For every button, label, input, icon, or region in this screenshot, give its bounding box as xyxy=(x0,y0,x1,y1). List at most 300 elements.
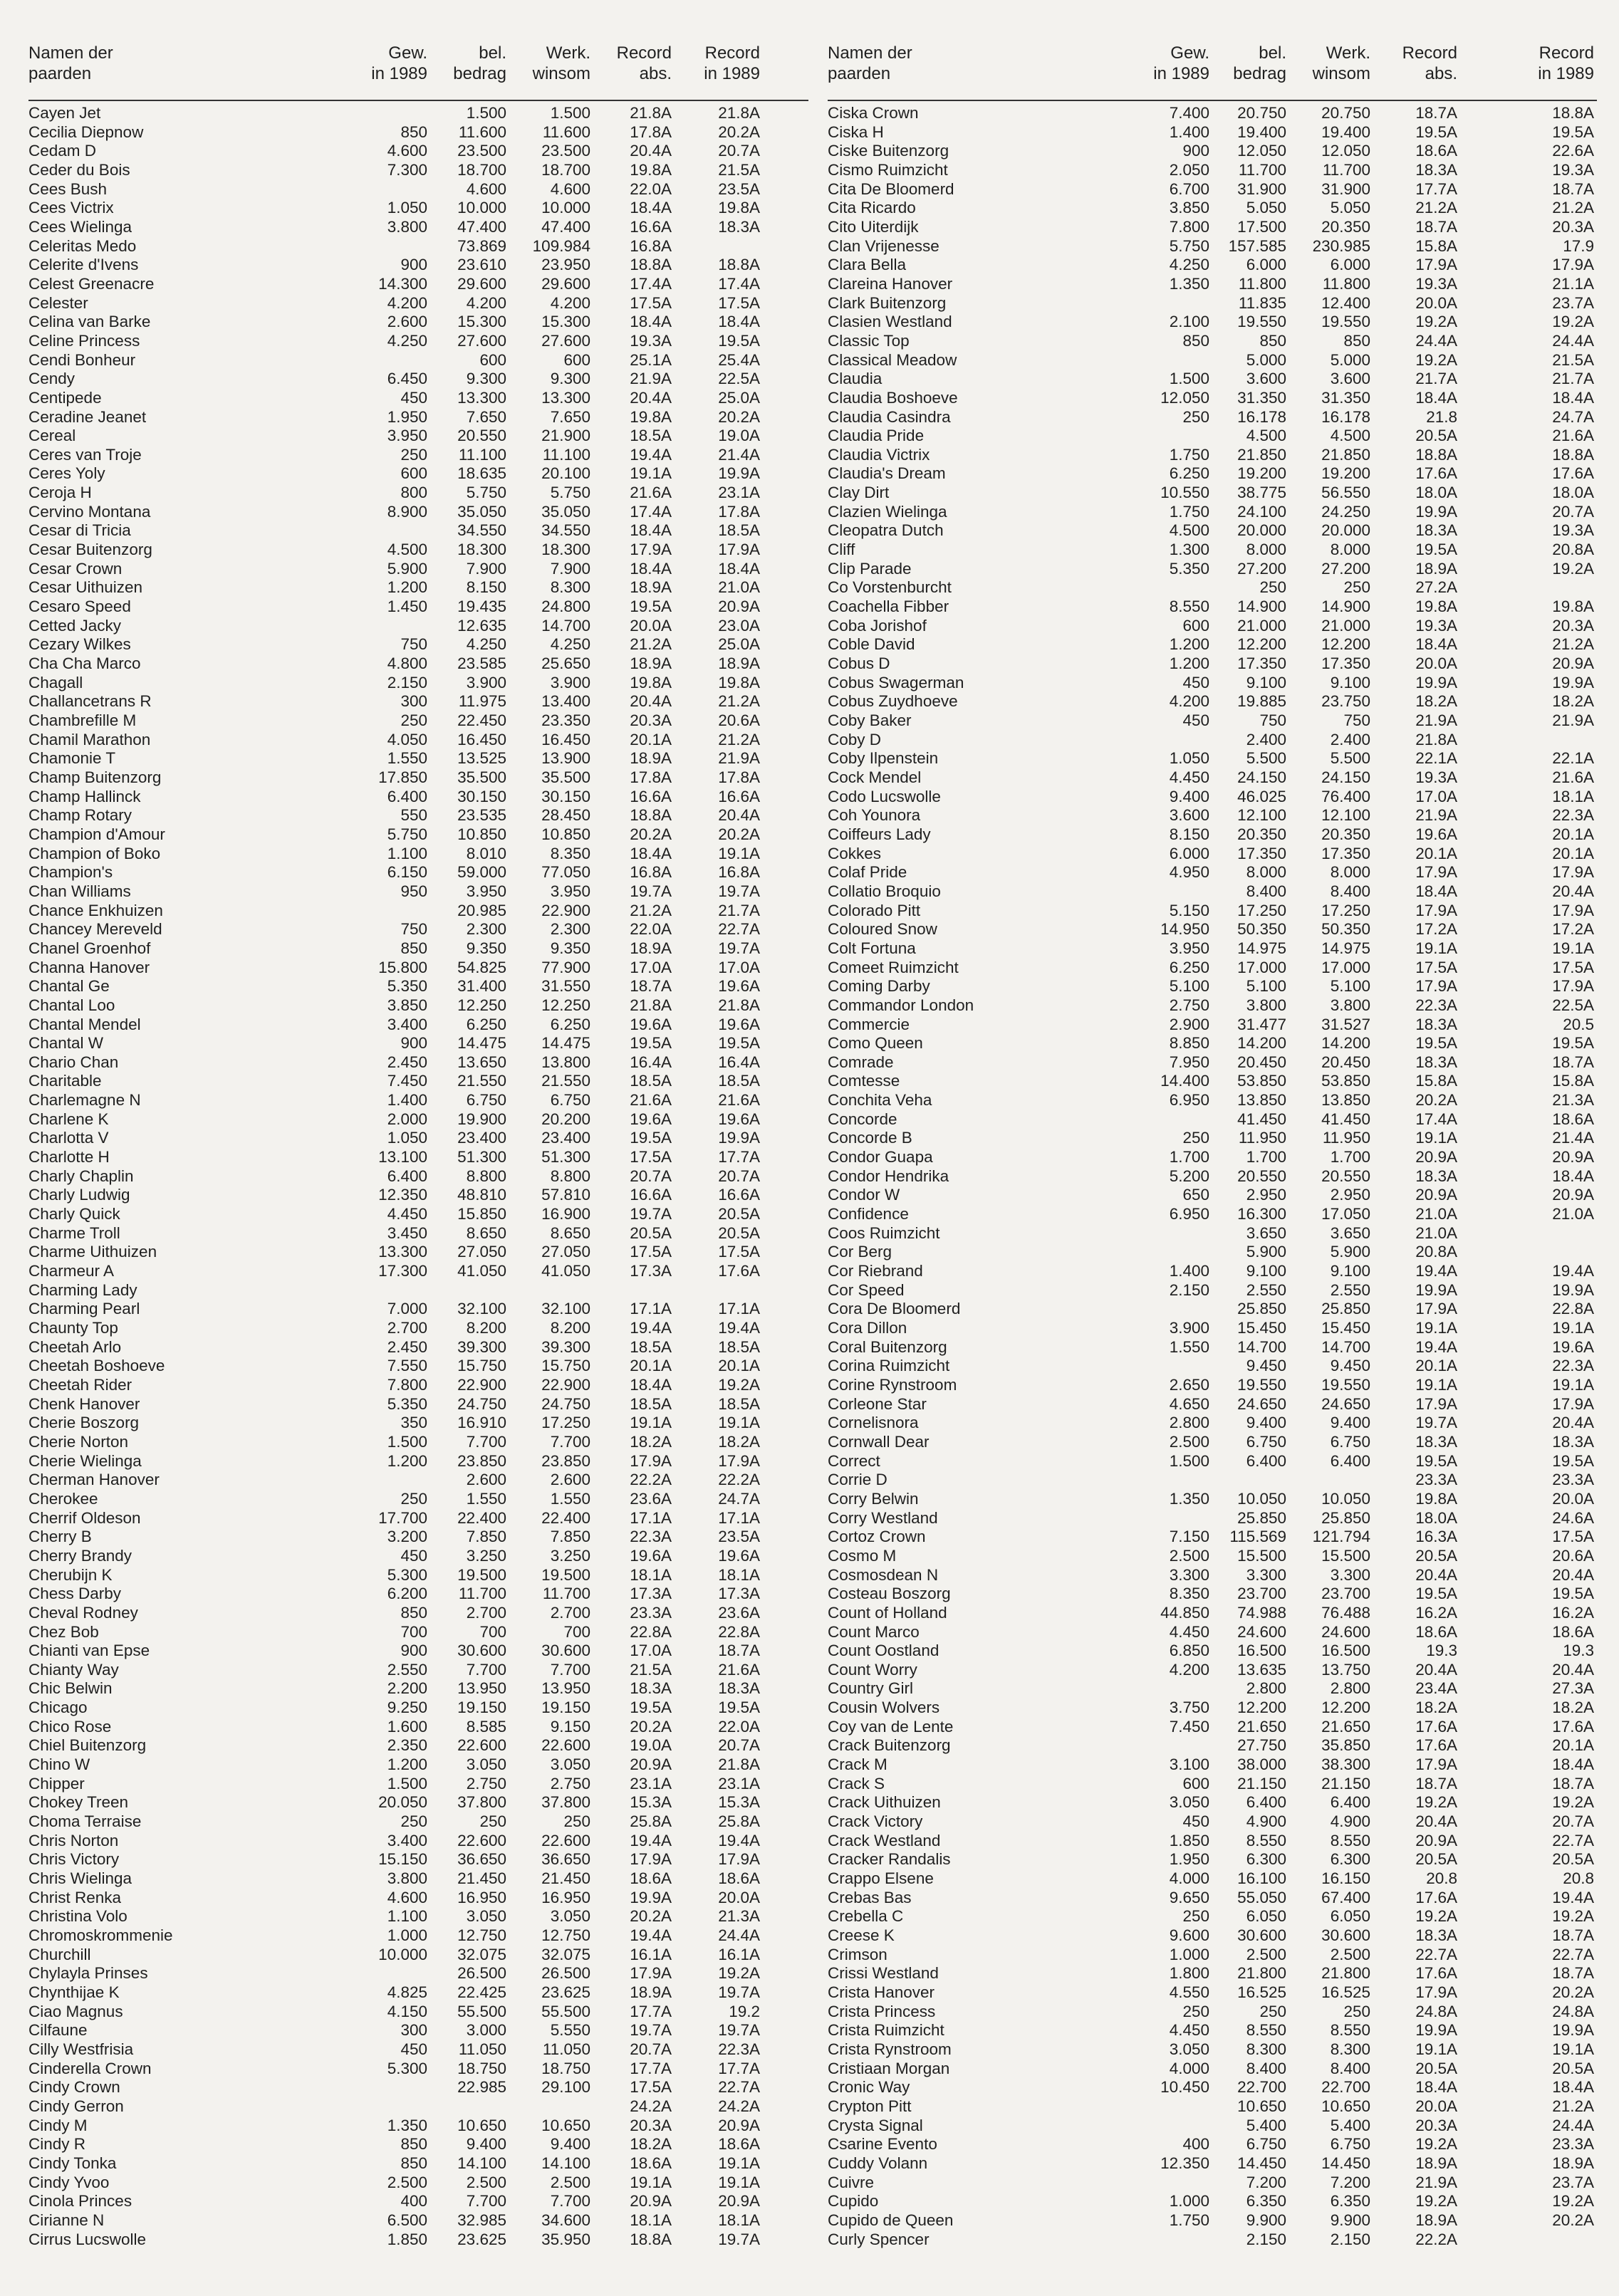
bel-bedrag: 22.400 xyxy=(457,1508,506,1527)
table-row xyxy=(828,389,1597,408)
gew-1989: 12.350 xyxy=(378,1186,427,1204)
horse-name: Crypton Pitt xyxy=(828,2097,912,2115)
horse-name: Cherubijn K xyxy=(28,1565,113,1584)
gew-1989: 4.825 xyxy=(387,1983,427,2001)
werk-winsom: 2.700 xyxy=(550,1603,590,1622)
table-row xyxy=(28,275,808,294)
gew-1989: 4.150 xyxy=(387,2002,427,2020)
table-row xyxy=(828,1281,1597,1300)
left-column xyxy=(28,43,808,2248)
bel-bedrag: 2.750 xyxy=(466,1774,506,1793)
gew-1989: 4.450 xyxy=(1169,1622,1209,1641)
table-row xyxy=(828,1224,1597,1243)
table-row xyxy=(828,199,1597,218)
record-abs: 18.4A xyxy=(1415,635,1457,654)
horse-name: Chianty Way xyxy=(28,1660,119,1679)
record-abs: 19.5A xyxy=(630,1034,672,1053)
bel-bedrag: 23.610 xyxy=(457,256,506,274)
werk-winsom: 21.650 xyxy=(1321,1717,1370,1736)
table-row xyxy=(828,1832,1597,1851)
gew-1989: 2.600 xyxy=(387,313,427,331)
table-row xyxy=(828,123,1597,142)
record-1989: 17.9A xyxy=(1552,901,1594,919)
bel-bedrag: 15.300 xyxy=(457,313,506,331)
horse-name: Cristiaan Morgan xyxy=(828,2059,950,2077)
horse-name: Chris Wielinga xyxy=(28,1869,132,1888)
record-1989: 19.5A xyxy=(718,1034,760,1053)
record-1989: 22.6A xyxy=(1552,142,1594,160)
gew-1989: 3.950 xyxy=(387,427,427,445)
gew-1989: 2.750 xyxy=(1169,996,1209,1014)
bel-bedrag: 6.050 xyxy=(1246,1907,1286,1926)
record-abs: 24.4A xyxy=(1415,331,1457,350)
horse-name: Cindy R xyxy=(28,2135,86,2154)
werk-winsom: 12.200 xyxy=(1321,1698,1370,1717)
gew-1989: 1.050 xyxy=(387,1129,427,1147)
header-record-abs: Record abs. xyxy=(616,43,672,83)
gew-1989: 600 xyxy=(1182,616,1209,635)
bel-bedrag: 3.950 xyxy=(466,882,506,900)
record-1989: 17.1A xyxy=(718,1508,760,1527)
record-1989: 20.4A xyxy=(1552,1414,1594,1432)
record-abs: 20.2A xyxy=(630,1717,672,1736)
werk-winsom: 14.975 xyxy=(1321,939,1370,957)
horse-name: Chaunty Top xyxy=(28,1319,118,1337)
gew-1989: 2.650 xyxy=(1169,1375,1209,1394)
gew-1989: 2.700 xyxy=(387,1319,427,1337)
werk-winsom: 600 xyxy=(563,350,590,369)
gew-1989: 4.950 xyxy=(1169,863,1209,882)
record-abs: 17.0A xyxy=(630,958,672,976)
gew-1989: 6.200 xyxy=(387,1585,427,1603)
gew-1989: 1.800 xyxy=(1169,1964,1209,1983)
bel-bedrag: 55.500 xyxy=(457,2002,506,2020)
record-1989: 19.9A xyxy=(718,464,760,483)
bel-bedrag: 8.550 xyxy=(1246,1831,1286,1849)
bel-bedrag: 4.600 xyxy=(466,179,506,198)
record-1989: 19.7A xyxy=(718,882,760,900)
record-abs: 19.4A xyxy=(1415,1262,1457,1280)
record-1989: 21.6A xyxy=(718,1660,760,1679)
horse-name: Charlotta V xyxy=(28,1129,109,1147)
table-row xyxy=(828,1661,1597,1680)
bel-bedrag: 16.450 xyxy=(457,730,506,748)
record-1989: 18.8A xyxy=(718,256,760,274)
record-abs: 19.4A xyxy=(630,1926,672,1944)
table-row xyxy=(28,920,808,939)
horse-name: Condor Hendrika xyxy=(828,1167,949,1185)
record-abs: 18.6A xyxy=(1415,1622,1457,1641)
record-1989: 17.9A xyxy=(718,1451,760,1470)
record-1989: 17.4A xyxy=(718,274,760,293)
record-1989: 27.3A xyxy=(1552,1679,1594,1698)
table-row xyxy=(28,1186,808,1205)
record-abs: 18.3A xyxy=(1415,1053,1457,1071)
werk-winsom: 11.800 xyxy=(1322,274,1370,293)
record-1989: 20.1A xyxy=(1552,825,1594,843)
werk-winsom: 121.794 xyxy=(1312,1528,1370,1546)
bel-bedrag: 18.750 xyxy=(457,2059,506,2077)
gew-1989: 3.200 xyxy=(387,1528,427,1546)
horse-name: Channa Hanover xyxy=(28,958,150,976)
record-1989: 19.7A xyxy=(718,939,760,957)
werk-winsom: 27.200 xyxy=(1321,559,1370,578)
bel-bedrag: 10.850 xyxy=(457,825,506,843)
bel-bedrag: 21.150 xyxy=(1237,1774,1286,1793)
bel-bedrag: 12.100 xyxy=(1237,806,1286,825)
record-abs: 19.9A xyxy=(630,1888,672,1906)
header-name: Namen der paarden xyxy=(28,43,113,83)
record-abs: 22.8A xyxy=(630,1622,672,1641)
werk-winsom: 14.700 xyxy=(1321,1337,1370,1356)
bel-bedrag: 27.200 xyxy=(1237,559,1286,578)
horse-name: Cinderella Crown xyxy=(28,2059,152,2077)
bel-bedrag: 20.350 xyxy=(1237,825,1286,843)
werk-winsom: 12.750 xyxy=(541,1926,590,1944)
record-abs: 17.3A xyxy=(630,1262,672,1280)
table-row xyxy=(28,806,808,825)
record-1989: 17.0A xyxy=(718,958,760,976)
gew-1989: 10.000 xyxy=(378,1945,427,1963)
werk-winsom: 6.300 xyxy=(1330,1850,1370,1869)
bel-bedrag: 6.400 xyxy=(1246,1793,1286,1812)
horse-name: Cinola Princes xyxy=(28,2192,132,2211)
horse-name: Cor Riebrand xyxy=(828,1262,923,1280)
werk-winsom: 16.450 xyxy=(541,730,590,748)
horse-name: Crista Princess xyxy=(828,2002,936,2020)
werk-winsom: 20.450 xyxy=(1321,1053,1370,1071)
gew-1989: 450 xyxy=(400,2040,427,2058)
bel-bedrag: 11.600 xyxy=(458,122,506,141)
record-abs: 23.3A xyxy=(1415,1471,1457,1489)
table-row xyxy=(28,768,808,788)
record-1989: 19.1A xyxy=(718,844,760,862)
record-abs: 23.6A xyxy=(630,1489,672,1508)
gew-1989: 1.400 xyxy=(387,1091,427,1110)
werk-winsom: 20.550 xyxy=(1321,1167,1370,1185)
record-abs: 19.8A xyxy=(630,673,672,692)
bel-bedrag: 9.400 xyxy=(1246,1414,1286,1432)
werk-winsom: 250 xyxy=(1343,578,1370,597)
bel-bedrag: 23.850 xyxy=(457,1451,506,1470)
bel-bedrag: 13.850 xyxy=(1237,1091,1286,1110)
werk-winsom: 30.600 xyxy=(1321,1926,1370,1944)
werk-winsom: 1.550 xyxy=(550,1489,590,1508)
werk-winsom: 21.800 xyxy=(1321,1964,1370,1983)
werk-winsom: 21.550 xyxy=(541,1072,590,1090)
table-row xyxy=(828,1148,1597,1167)
gew-1989: 17.850 xyxy=(378,768,427,786)
bel-bedrag: 8.400 xyxy=(1246,882,1286,900)
table-row xyxy=(28,1452,808,1471)
werk-winsom: 6.350 xyxy=(1330,2192,1370,2211)
header-rule xyxy=(28,100,808,101)
bel-bedrag: 22.600 xyxy=(457,1831,506,1849)
bel-bedrag: 3.300 xyxy=(1246,1565,1286,1584)
table-row xyxy=(828,370,1597,389)
record-abs: 25.1A xyxy=(630,350,672,369)
gew-1989: 12.350 xyxy=(1160,2154,1209,2172)
table-row xyxy=(28,863,808,882)
werk-winsom: 30.600 xyxy=(541,1642,590,1660)
bel-bedrag: 23.400 xyxy=(457,1129,506,1147)
werk-winsom: 11.700 xyxy=(1322,160,1370,179)
table-row xyxy=(828,2174,1597,2193)
record-1989: 20.9A xyxy=(718,2192,760,2211)
record-1989: 17.6A xyxy=(718,1262,760,1280)
horse-name: Cirrus Lucswolle xyxy=(28,2230,147,2248)
table-row xyxy=(828,2135,1597,2154)
werk-winsom: 19.150 xyxy=(541,1698,590,1717)
horse-name: Coby Baker xyxy=(828,711,912,729)
table-row xyxy=(828,2078,1597,2097)
horse-name: Celest Greenacre xyxy=(28,274,155,293)
horse-name: Chantal W xyxy=(28,1034,104,1053)
record-abs: 20.7A xyxy=(630,2040,672,2058)
bel-bedrag: 4.250 xyxy=(466,635,506,654)
record-1989: 18.4A xyxy=(1552,2078,1594,2097)
record-1989: 19.5A xyxy=(1552,1585,1594,1603)
bel-bedrag: 8.300 xyxy=(1246,2040,1286,2058)
record-abs: 19.5A xyxy=(630,598,672,616)
horse-name: Champion of Boko xyxy=(28,844,161,862)
record-abs: 15.8A xyxy=(1415,1072,1457,1090)
horse-name: Claudia's Dream xyxy=(828,464,946,483)
table-row xyxy=(28,1281,808,1300)
werk-winsom: 250 xyxy=(1343,2002,1370,2020)
werk-winsom: 31.350 xyxy=(1321,388,1370,407)
table-row xyxy=(828,256,1597,275)
table-row xyxy=(28,1167,808,1186)
werk-winsom: 39.300 xyxy=(541,1337,590,1356)
werk-winsom: 17.050 xyxy=(1321,1205,1370,1223)
bel-bedrag: 8.800 xyxy=(466,1167,506,1185)
werk-winsom: 8.300 xyxy=(550,578,590,597)
record-1989: 18.1A xyxy=(1552,787,1594,805)
werk-winsom: 9.100 xyxy=(1330,1262,1370,1280)
bel-bedrag: 30.600 xyxy=(457,1642,506,1660)
werk-winsom: 8.550 xyxy=(1330,2021,1370,2040)
table-row xyxy=(828,351,1597,370)
record-abs: 18.3A xyxy=(630,1679,672,1698)
gew-1989: 1.750 xyxy=(1169,502,1209,521)
record-abs: 22.3A xyxy=(1415,996,1457,1014)
header-record-abs: Record abs. xyxy=(1402,43,1457,83)
gew-1989: 400 xyxy=(400,2192,427,2211)
table-row xyxy=(828,1053,1597,1073)
horse-name: Crissi Westland xyxy=(828,1964,939,1983)
record-1989: 18.7A xyxy=(1552,1926,1594,1944)
werk-winsom: 23.950 xyxy=(541,256,590,274)
werk-winsom: 31.550 xyxy=(541,977,590,996)
werk-winsom: 10.000 xyxy=(541,199,590,217)
gew-1989: 4.450 xyxy=(1169,2021,1209,2040)
record-abs: 17.4A xyxy=(630,274,672,293)
horse-name: Cokkes xyxy=(828,844,882,862)
record-1989: 17.9A xyxy=(1552,863,1594,882)
record-1989: 21.7A xyxy=(718,901,760,919)
bel-bedrag: 12.635 xyxy=(457,616,506,635)
bel-bedrag: 41.450 xyxy=(1237,1110,1286,1128)
record-1989: 16.1A xyxy=(718,1945,760,1963)
bel-bedrag: 50.350 xyxy=(1237,920,1286,939)
werk-winsom: 25.850 xyxy=(1321,1508,1370,1527)
werk-winsom: 3.600 xyxy=(1330,370,1370,388)
horse-name: Coachella Fibber xyxy=(828,598,949,616)
record-abs: 22.2A xyxy=(1415,2230,1457,2248)
table-row xyxy=(28,1832,808,1851)
werk-winsom: 4.600 xyxy=(550,179,590,198)
werk-winsom: 3.250 xyxy=(550,1546,590,1565)
gew-1989: 3.450 xyxy=(387,1223,427,1242)
table-row xyxy=(828,446,1597,465)
gew-1989: 8.550 xyxy=(1169,598,1209,616)
record-1989: 19.3A xyxy=(1552,521,1594,540)
record-1989: 20.2A xyxy=(718,122,760,141)
horse-name: Corine Rynstroom xyxy=(828,1375,957,1394)
gew-1989: 4.000 xyxy=(1169,1869,1209,1888)
werk-winsom: 13.300 xyxy=(541,388,590,407)
table-row xyxy=(28,788,808,807)
werk-winsom: 2.550 xyxy=(1330,1280,1370,1299)
horse-name: Cendi Bonheur xyxy=(28,350,136,369)
table-row xyxy=(828,1946,1597,1965)
record-abs: 18.6A xyxy=(630,2154,672,2172)
record-1989: 19.2A xyxy=(1552,2192,1594,2211)
werk-winsom: 10.050 xyxy=(1321,1489,1370,1508)
bel-bedrag: 22.450 xyxy=(457,711,506,729)
gew-1989: 1.200 xyxy=(387,1451,427,1470)
bel-bedrag: 5.900 xyxy=(1246,1243,1286,1261)
record-1989: 18.7A xyxy=(1552,179,1594,198)
gew-1989: 6.250 xyxy=(1169,958,1209,976)
werk-winsom: 6.050 xyxy=(1330,1907,1370,1926)
gew-1989: 6.950 xyxy=(1169,1205,1209,1223)
header-record-1989: Record in 1989 xyxy=(1538,43,1594,83)
record-1989: 18.7A xyxy=(1552,1053,1594,1071)
gew-1989: 4.500 xyxy=(387,541,427,559)
werk-winsom: 17.000 xyxy=(1321,958,1370,976)
record-abs: 19.1A xyxy=(1415,1319,1457,1337)
table-row xyxy=(828,1433,1597,1452)
horse-name: Cecilia Diepnow xyxy=(28,122,144,141)
bel-bedrag: 55.050 xyxy=(1237,1888,1286,1906)
horse-name: Ceder du Bois xyxy=(28,160,130,179)
bel-bedrag: 74.988 xyxy=(1237,1603,1286,1622)
table-row xyxy=(28,1034,808,1053)
record-abs: 19.5A xyxy=(630,1129,672,1147)
table-row xyxy=(28,2154,808,2174)
bel-bedrag: 24.650 xyxy=(1237,1394,1286,1413)
gew-1989: 14.950 xyxy=(1160,920,1209,939)
bel-bedrag: 6.400 xyxy=(1246,1451,1286,1470)
gew-1989: 1.500 xyxy=(387,1432,427,1451)
table-row xyxy=(28,1471,808,1490)
record-abs: 23.1A xyxy=(630,1774,672,1793)
record-abs: 19.3A xyxy=(1415,274,1457,293)
record-1989: 22.1A xyxy=(1552,749,1594,768)
record-abs: 24.2A xyxy=(630,2097,672,2115)
record-abs: 21.2A xyxy=(630,635,672,654)
bel-bedrag: 11.950 xyxy=(1238,1129,1286,1147)
werk-winsom: 2.750 xyxy=(550,1774,590,1793)
horse-name: Ceres van Troje xyxy=(28,445,142,464)
table-row xyxy=(828,1034,1597,1053)
record-1989: 17.5A xyxy=(1552,1528,1594,1546)
bel-bedrag: 16.950 xyxy=(457,1888,506,1906)
bel-bedrag: 250 xyxy=(1259,578,1286,597)
record-1989: 23.1A xyxy=(718,484,760,502)
table-row xyxy=(828,578,1597,598)
record-1989: 19.2A xyxy=(1552,1793,1594,1812)
table-row xyxy=(828,1775,1597,1794)
table-row xyxy=(828,1167,1597,1186)
gew-1989: 850 xyxy=(400,122,427,141)
record-1989: 20.7A xyxy=(718,1736,760,1755)
horse-name: Chic Belwin xyxy=(28,1679,113,1698)
record-1989: 21.2A xyxy=(718,692,760,711)
record-abs: 19.1A xyxy=(1415,1129,1457,1147)
record-abs: 19.8A xyxy=(1415,1489,1457,1508)
table-row xyxy=(828,806,1597,825)
table-row xyxy=(28,1907,808,1926)
horse-name: Claudia Victrix xyxy=(828,445,930,464)
record-1989: 18.4A xyxy=(1552,1755,1594,1774)
horse-name: Cherry Brandy xyxy=(28,1546,132,1565)
record-1989: 24.7A xyxy=(718,1489,760,1508)
bel-bedrag: 18.700 xyxy=(457,160,506,179)
header-werk: Werk. winsom xyxy=(1312,43,1370,83)
table-row xyxy=(28,1376,808,1395)
horse-name: Coral Buitenzorg xyxy=(828,1337,947,1356)
record-1989: 21.6A xyxy=(1552,768,1594,786)
record-1989: 23.5A xyxy=(718,1528,760,1546)
gew-1989: 13.100 xyxy=(378,1148,427,1167)
record-1989: 17.6A xyxy=(1552,464,1594,483)
table-row xyxy=(828,731,1597,750)
right-table-body xyxy=(828,104,1597,2249)
record-1989: 21.9A xyxy=(1552,711,1594,729)
gew-1989: 4.450 xyxy=(387,1205,427,1223)
werk-winsom: 55.500 xyxy=(541,2002,590,2020)
gew-1989: 1.950 xyxy=(387,407,427,426)
record-abs: 20.2A xyxy=(630,825,672,843)
gew-1989: 1.200 xyxy=(387,578,427,597)
table-row xyxy=(28,427,808,446)
bel-bedrag: 2.400 xyxy=(1246,730,1286,748)
bel-bedrag: 35.500 xyxy=(457,768,506,786)
record-abs: 20.4A xyxy=(630,142,672,160)
record-1989: 19.2A xyxy=(1552,559,1594,578)
record-abs: 16.1A xyxy=(630,1945,672,1963)
record-abs: 19.7A xyxy=(1415,1414,1457,1432)
bel-bedrag: 3.800 xyxy=(1246,996,1286,1014)
table-row xyxy=(28,1661,808,1680)
werk-winsom: 20.000 xyxy=(1321,521,1370,540)
table-row xyxy=(828,1983,1597,2003)
bel-bedrag: 9.350 xyxy=(466,939,506,957)
werk-winsom: 15.500 xyxy=(1321,1546,1370,1565)
horse-name: Cindy Crown xyxy=(28,2078,120,2097)
werk-winsom: 8.650 xyxy=(550,1223,590,1242)
gew-1989: 1.550 xyxy=(387,749,427,768)
record-abs: 18.5A xyxy=(630,1394,672,1413)
record-1989: 20.5A xyxy=(1552,2059,1594,2077)
table-row xyxy=(28,692,808,711)
gew-1989: 3.800 xyxy=(387,217,427,236)
horse-name: Crysta Signal xyxy=(828,2116,923,2134)
gew-1989: 6.000 xyxy=(1169,844,1209,862)
